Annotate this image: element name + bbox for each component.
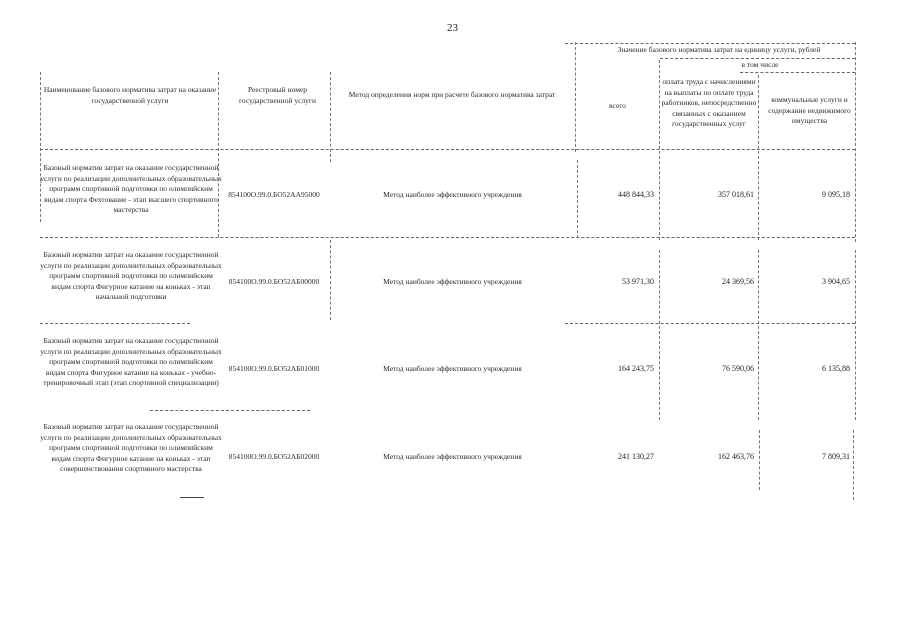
row-2-name: Базовый норматив затрат на оказание государственной услуги по реализации дополнительных образовательных программ спортивной подготовки по олимпийским видам спорта Фигурное катание на коньках - этап начальной подготовки: [40, 250, 222, 301]
page-number: 23: [447, 22, 458, 34]
row-2-method: Метод наиболее эффективного учреждения: [383, 277, 522, 286]
row-1-utilities: 9 095,18: [822, 190, 850, 199]
row-4-utilities: 7 809,31: [822, 452, 850, 461]
header-method: Метод определения норм при расчете базового норматива затрат: [348, 90, 556, 99]
row-1-name: Базовый норматив затрат на оказание государственной услуги по реализации дополнительных образовательных программ спортивной подготовки по олимпийским видам спорта Фехтование - этап высшего спортивного мастерства: [40, 163, 222, 214]
header-including: в том числе: [741, 60, 779, 69]
row-2-salary: 24 369,56: [722, 277, 754, 286]
header-registry: Реестровый номер государственной услуги: [239, 85, 316, 105]
header-utilities: коммунальные услуги и содержание недвижимого имущества: [768, 95, 851, 125]
row-2-registry: 854100О.99.0.БО52АБ00000: [228, 277, 320, 286]
row-1-registry: 854100О.99.0.БО52АА95000: [228, 190, 320, 199]
row-3-registry: 854100О.99.0.БО52АБ01000: [228, 364, 320, 373]
row-1-salary: 357 018,61: [718, 190, 754, 199]
row-4-salary: 162 463,76: [718, 452, 754, 461]
header-value-group: Значение базового норматива затрат на единицу услуги, рублей: [617, 45, 821, 54]
row-4-name: Базовый норматив затрат на оказание государственной услуги по реализации дополнительных образовательных программ спортивной подготовки по олимпийским видам спорта Фигурное катание на коньках - этап совершенствования спортивного мастерства: [40, 422, 222, 473]
row-2-total: 53 971,30: [622, 277, 654, 286]
header-salary: оплата труда с начислениями на выплаты по оплате труда работников, непосредственно связанных с оказанием государственных услуг: [661, 77, 757, 128]
row-4-registry: 854100О.99.0.БО52АБ02000: [228, 452, 320, 461]
row-4-method: Метод наиболее эффективного учреждения: [383, 452, 522, 461]
row-4-total: 241 130,27: [618, 452, 654, 461]
row-3-name: Базовый норматив затрат на оказание государственной услуги по реализации дополнительных образовательных программ спортивной подготовки по олимпийским видам спорта Фигурное катание на коньках - учебно-тренировочный этап (этап спортивной специализации): [40, 336, 222, 387]
row-3-salary: 76 590,06: [722, 364, 754, 373]
header-name: Наименование базового норматива затрат на оказание государственной услуги: [43, 85, 217, 105]
row-3-total: 164 243,75: [618, 364, 654, 373]
row-3-utilities: 6 135,88: [822, 364, 850, 373]
row-1-total: 448 844,33: [618, 190, 654, 199]
row-3-method: Метод наиболее эффективного учреждения: [383, 364, 522, 373]
row-2-utilities: 3 904,65: [822, 277, 850, 286]
header-total: всего: [609, 101, 626, 110]
row-1-method: Метод наиболее эффективного учреждения: [383, 190, 522, 199]
